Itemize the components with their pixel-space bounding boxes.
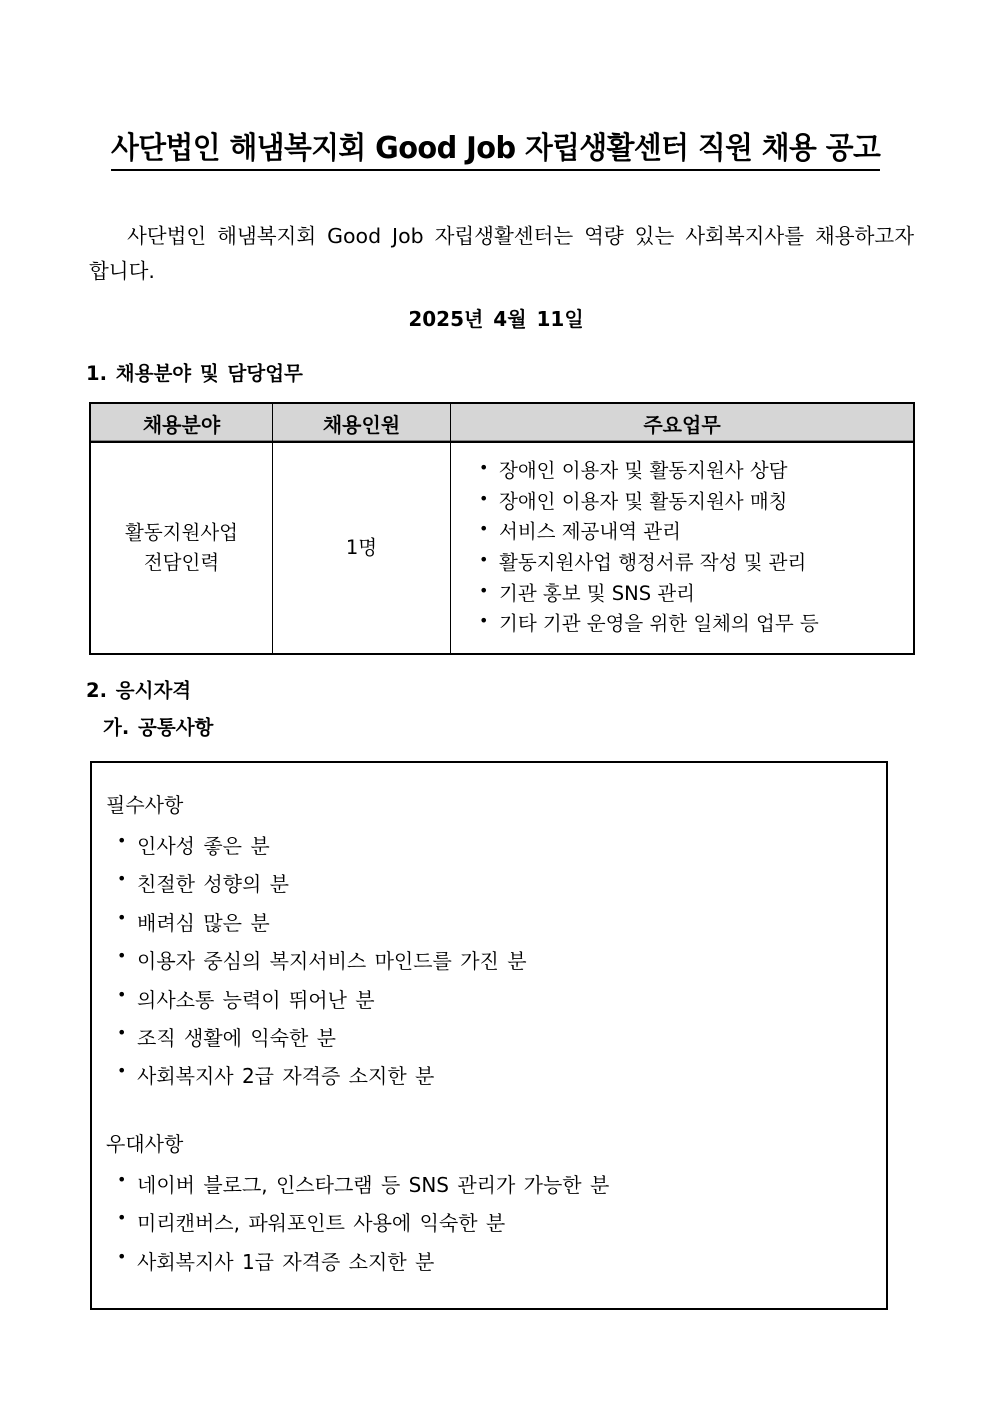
recruitment-table (89, 402, 915, 655)
list-item: • 인사성 좋은 분 (106, 827, 886, 865)
table-row (90, 443, 914, 655)
qualification-box (90, 761, 888, 1310)
list-item: • 네이버 블로그, 인스타그램 등 SNS 관리가 가능한 분 (106, 1166, 886, 1204)
section-1-heading: 1. 채용분야 및 담당업무 (86, 362, 303, 385)
field-line-2: 전담인력 (143, 551, 220, 574)
preferred-list (106, 1166, 886, 1281)
duty-list (479, 456, 913, 640)
required-label: 필수사항 (106, 793, 184, 817)
intro-paragraph (89, 219, 914, 291)
list-item: • 친절한 성향의 분 (106, 865, 886, 903)
list-item: • 서비스 제공내역 관리 (479, 517, 913, 548)
cell-recruitment-field (90, 443, 273, 655)
column-header-count: 채용인원 (273, 403, 451, 443)
list-item: • 사회복지사 2급 자격증 소지한 분 (106, 1057, 886, 1095)
field-line-1: 활동지원사업 (124, 520, 239, 544)
qualification-group-preferred (106, 1132, 886, 1281)
list-item: • 의사소통 능력이 뛰어난 분 (106, 981, 886, 1019)
cell-main-duties (451, 443, 915, 655)
list-item: • 조직 생활에 익숙한 분 (106, 1019, 886, 1057)
list-item: • 활동지원사업 행정서류 작성 및 관리 (479, 548, 913, 579)
preferred-label: 우대사항 (106, 1131, 184, 1156)
list-item: • 기관 홍보 및 SNS 관리 (479, 579, 913, 610)
required-list (106, 827, 886, 1096)
intro-text: 사단법인 해냄복지회 Good Job 자립생활센터는 역량 있는 사회복지사를 채용하고자 합니다. (89, 223, 914, 284)
list-item: • 미리캔버스, 파워포인트 사용에 익숙한 분 (106, 1204, 886, 1242)
list-item: • 장애인 이용자 및 활동지원사 매칭 (479, 487, 913, 518)
list-item: • 이용자 중심의 복지서비스 마인드를 가진 분 (106, 942, 886, 980)
list-item: • 사회복지사 1급 자격증 소지한 분 (106, 1243, 886, 1281)
list-item: • 기타 기관 운영을 위한 일체의 업무 등 (479, 609, 913, 640)
column-header-field: 채용분야 (90, 403, 273, 443)
page-title (0, 132, 992, 171)
table-header-row (90, 403, 914, 443)
list-item: • 배려심 많은 분 (106, 904, 886, 942)
list-item: • 장애인 이용자 및 활동지원사 상담 (479, 456, 913, 487)
qualification-group-required (106, 793, 886, 1096)
column-header-duties: 주요업무 (451, 403, 915, 443)
page-title-text: 사단법인 해냄복지회 Good Job 자립생활센터 직원 채용 공고 (111, 132, 880, 171)
qualification-box-content (92, 763, 886, 1281)
announcement-date: 2025년 4월 11일 (408, 307, 584, 331)
section-2-heading: 2. 응시자격 (86, 679, 192, 702)
section-2-subheading: 가. 공통사항 (103, 716, 214, 739)
cell-recruitment-count: 1명 (273, 443, 451, 655)
